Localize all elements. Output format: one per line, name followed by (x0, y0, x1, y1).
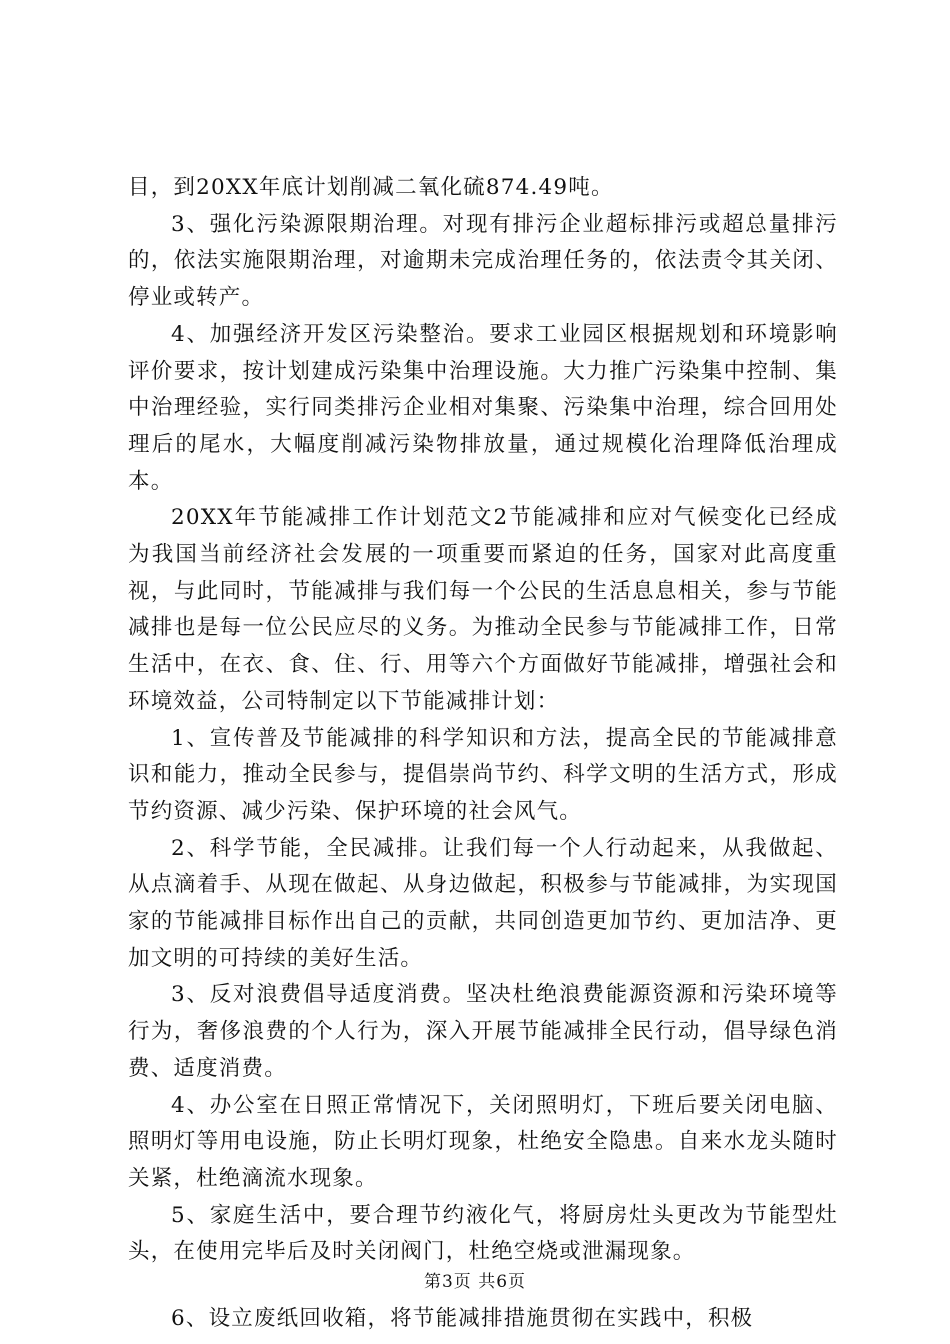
page-footer: 第3页 共6页 (423, 1272, 527, 1292)
paragraph-4: 20XX年节能减排工作计划范文2节能减排和应对气候变化已经成为我国当前经济社会发展的一项重要而紧迫的任务，国家对此高度重视，与此同时，节能减排与我们每一个公民的生活息息相关，参与节能减排也是每一位公民应尽的义务。为推动全民参与节能减排工作，日常生活中，在衣、食、住、行、用等六个方面做好节能减排，增强社会和环境效益，公司特制定以下节能减排计划： (128, 505, 838, 714)
paragraph-10: 6、设立废纸回收箱，将节能减排措施贯彻在实践中，积极 (171, 1306, 754, 1332)
paragraph-9: 5、家庭生活中，要合理节约液化气，将厨房灶头更改为节能型灶头，在使用完毕后及时关闭阀门，杜绝空烧或泄漏现象。 (128, 1202, 838, 1265)
paragraph-7: 3、反对浪费倡导适度消费。坚决杜绝浪费能源资源和污染环境等行为，奢侈浪费的个人行为，深入开展节能减排全民行动，倡导绿色消费、适度消费。 (128, 982, 838, 1081)
paragraph-8: 4、办公室在日照正常情况下，关闭照明灯，下班后要关闭电脑、照明灯等用电设施，防止长明灯现象，杜绝安全隐患。自来水龙头随时关紧，杜绝滴流水现象。 (128, 1092, 838, 1191)
paragraph-2: 3、强化污染源限期治理。对现有排污企业超标排污或超总量排污的，依法实施限期治理，对逾期未完成治理任务的，依法责令其关闭、停业或转产。 (128, 211, 838, 311)
paragraph-1: 目，到20XX年底计划削减二氧化硫874.49吨。 (128, 175, 614, 200)
paragraph-6: 2、科学节能，全民减排。让我们每一个人行动起来，从我做起、从点滴着手、从现在做起、从身边做起，积极参与节能减排，为实现国家的节能减排目标作出自己的贡献，共同创造更加节约、更加洁净、更加文明的可持续的美好生活。 (128, 835, 838, 971)
document-body (128, 170, 838, 1338)
paragraph-3: 4、加强经济开发区污染整治。要求工业园区根据规划和环境影响评价要求，按计划建成污染集中治理设施。大力推广污染集中控制、集中治理经验，实行同类排污企业相对集聚、污染集中治理，综合回用处理后的尾水，大幅度削减污染物排放量，通过规模化治理降低治理成本。 (128, 321, 838, 494)
paragraph-5: 1、宣传普及节能减排的科学知识和方法，提高全民的节能减排意识和能力，推动全民参与，提倡崇尚节约、科学文明的生活方式，形成节约资源、减少污染、保护环境的社会风气。 (128, 725, 838, 824)
